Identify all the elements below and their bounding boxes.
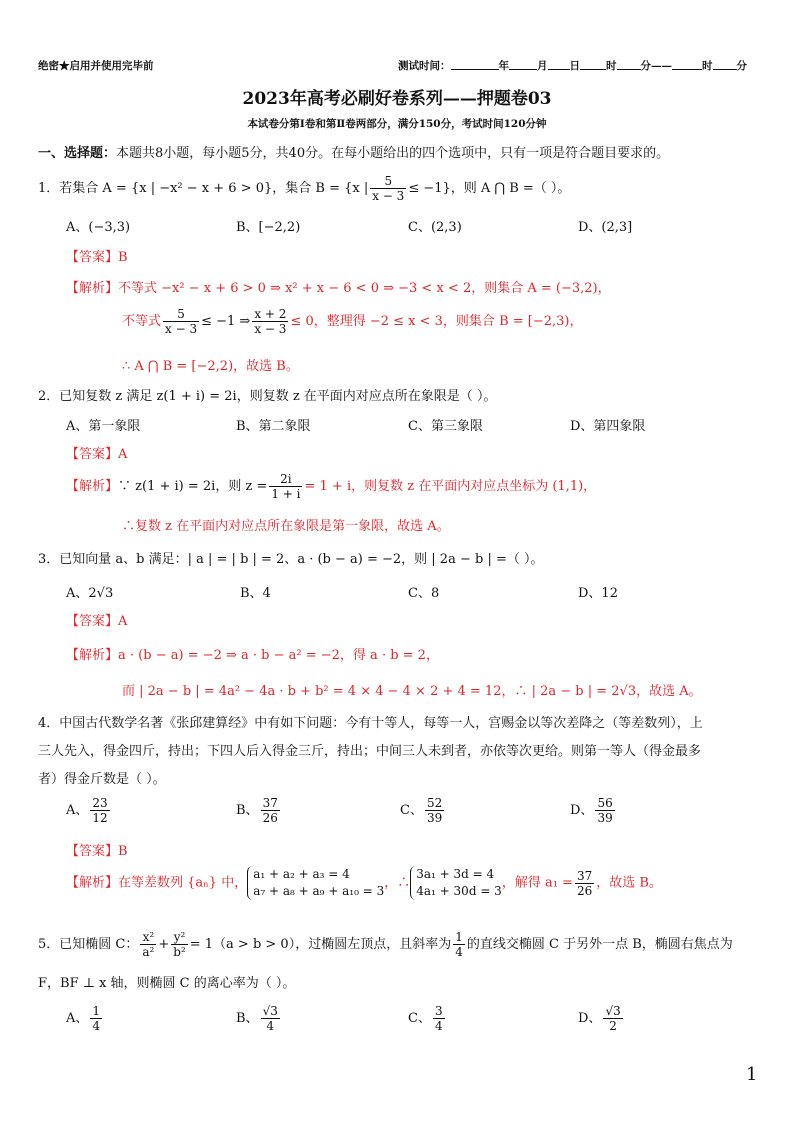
test-time-label: 测试时间： xyxy=(398,60,451,72)
q5-option-d-frac xyxy=(603,1004,622,1033)
q5-frac-slope-num: 1 xyxy=(455,930,463,944)
q4-step-frac-num: 37 xyxy=(576,868,593,883)
q5-option-c xyxy=(408,1004,447,1033)
hour-blank xyxy=(580,59,606,70)
q4-option-a xyxy=(66,796,112,825)
q4-option-c-den: 39 xyxy=(426,811,443,825)
q4-option-a-num: 23 xyxy=(92,796,108,810)
q5-stem-b: = 1（a > b > 0），过椭圆左顶点，且斜率为 xyxy=(189,937,452,952)
q2-step-2: ∴复数 z 在平面内对应点所在象限是第一象限，故选 A。 xyxy=(122,519,450,534)
section-heading xyxy=(38,142,669,161)
dash: —— xyxy=(651,60,672,72)
q1-step-1: 不等式 −x² − x + 6 > 0 ⇒ x² + x − 6 < 0 ⇒ −3 < x < 2，则集合 A = (−3,2)， xyxy=(118,281,611,296)
page-number: 1 xyxy=(746,1064,758,1085)
q5-stem-line-1 xyxy=(38,930,733,959)
q4-system-1 xyxy=(247,866,384,900)
q4-stem-line-1 xyxy=(38,712,703,731)
q4-system-2 xyxy=(410,866,502,900)
q4-option-d-den: 39 xyxy=(597,811,613,825)
q5-option-a-label: A、 xyxy=(66,1011,89,1026)
q2-option-a: A、第一象限 xyxy=(66,419,141,434)
q5-option-a-frac xyxy=(90,1004,102,1033)
q4-option-d-frac xyxy=(595,796,614,825)
q3-answer-value: A xyxy=(118,614,128,629)
q4-option-b-frac xyxy=(261,796,280,825)
confidential-label: 绝密★启用并使用完毕前 xyxy=(38,60,154,72)
q2-stem-text: 已知复数 z 满足 z(1 + i) = 2i，则复数 z 在平面内对应点所在象限是（ ）。 xyxy=(59,389,497,404)
q4-option-a-den: 12 xyxy=(92,811,108,825)
q5-option-a-den: 4 xyxy=(92,1019,101,1033)
q1-option-b: B、[−2,2) xyxy=(236,220,301,235)
q4-stem-1: 中国古代数学名著《张邱建算经》中有如下问题：今有十等人，每等一人，宫赐金以等次差降之（等差数列），上 xyxy=(59,716,703,731)
q5-frac-slope xyxy=(453,930,465,959)
q4-step-b: ，∴ xyxy=(384,875,411,891)
section-heading-text: 本题共8小题，每小题5分，共40分。在每小题给出的四个选项中，只有一项是符合题目要求的。 xyxy=(116,146,670,161)
hour2-blank xyxy=(672,59,702,70)
q5-stem-line-2: F，BF ⊥ x 轴，则椭圆 C 的离心率为（ ）。 xyxy=(38,976,296,991)
day-blank xyxy=(548,59,570,70)
q1-answer-value: B xyxy=(118,250,128,265)
q3-step-1: a · (b − a) = −2 ⇒ a · b − a² = −2，得 a · b = 2， xyxy=(118,648,439,663)
q5-frac-y-num: y² xyxy=(171,930,188,945)
minute-blank xyxy=(617,59,641,70)
q4-step-frac-den: 26 xyxy=(576,883,593,898)
q1-step-2a: 不等式 xyxy=(122,314,162,329)
q2-step-1b: = 1 + i，则复数 z 在平面内对应点坐标为 (1,1)， xyxy=(304,479,597,494)
q1-step-frac-2-num: x + 2 xyxy=(254,307,287,321)
year-label: 年 xyxy=(498,60,509,72)
q3-option-a: A、2√3 xyxy=(66,586,114,601)
q5-option-d xyxy=(578,1004,625,1033)
q1-frac-den: x − 3 xyxy=(372,189,405,203)
q5-option-a xyxy=(66,1004,104,1033)
q4-option-c-label: C、 xyxy=(400,803,423,818)
q1-step-2b: ≤ −1 ⇒ xyxy=(201,314,251,329)
test-time-line xyxy=(398,58,747,73)
q1-step-frac-1 xyxy=(163,307,199,336)
q4-option-b xyxy=(236,796,282,825)
q3-option-b: B、4 xyxy=(240,586,271,601)
q1-step-frac-1-den: x − 3 xyxy=(165,322,198,336)
q5-option-b-den: 4 xyxy=(266,1019,275,1033)
answer-label: 【答案】 xyxy=(66,447,119,462)
q3-number: 3． xyxy=(38,552,60,567)
q5-stem-c: 的直线交椭圆 C 于另外一点 B，椭圆右焦点为 xyxy=(466,937,733,952)
q3-option-c: C、8 xyxy=(408,586,440,601)
q4-option-b-label: B、 xyxy=(236,803,259,818)
q2-option-c: C、第三象限 xyxy=(408,419,483,434)
q2-step-frac xyxy=(269,472,302,501)
q4-option-d xyxy=(570,796,617,825)
q5-frac-y xyxy=(171,930,188,959)
q4-stem-line-3: 者）得金斤数是（ ）。 xyxy=(38,772,166,787)
q4-option-d-label: D、 xyxy=(570,803,594,818)
q2-step-frac-num: 2i xyxy=(269,472,302,487)
q5-option-b xyxy=(236,1004,282,1033)
year-blank xyxy=(451,59,499,70)
month-label: 月 xyxy=(537,60,548,72)
q5-option-b-frac xyxy=(261,1004,280,1033)
q4-step-d: ，故选 B。 xyxy=(596,875,662,891)
analysis-label: 【解析】 xyxy=(66,281,119,296)
q4-option-a-label: A、 xyxy=(66,803,89,818)
q1-analysis-2 xyxy=(122,307,582,336)
q4-system-2-line-1: 3a₁ + 3d = 4 xyxy=(416,867,495,881)
q5-plus: + xyxy=(158,937,170,952)
day-label: 日 xyxy=(569,60,580,72)
q4-option-c xyxy=(400,796,446,825)
q5-frac-x-num: x² xyxy=(140,930,156,945)
q2-analysis-1 xyxy=(66,472,596,501)
q4-option-c-num: 52 xyxy=(426,796,443,810)
q5-option-d-label: D、 xyxy=(578,1011,602,1026)
q1-answer xyxy=(66,246,128,265)
q3-option-d: D、12 xyxy=(578,586,618,601)
q1-number: 1． xyxy=(38,181,60,196)
q1-step-3: ∴ A ⋂ B = [−2,2)，故选 B。 xyxy=(122,359,299,374)
q3-answer xyxy=(66,610,127,629)
q1-option-a: A、(−3,3) xyxy=(66,220,131,235)
q2-option-d: D、第四象限 xyxy=(570,419,646,434)
q1-fraction xyxy=(370,174,406,203)
hour2-label: 时 xyxy=(702,60,713,72)
q5-frac-slope-den: 4 xyxy=(455,945,463,959)
q1-step-frac-2 xyxy=(252,307,288,336)
q1-step-2c: ≤ 0，整理得 −2 ≤ x < 3，则集合 B = [−2,3)， xyxy=(290,314,583,329)
analysis-label: 【解析】 xyxy=(66,648,119,663)
minute2-blank xyxy=(713,59,737,70)
q4-analysis-1 xyxy=(66,866,662,900)
minute-label: 分 xyxy=(640,60,651,72)
q4-step-frac xyxy=(575,869,594,898)
q5-option-d-den: 2 xyxy=(609,1019,617,1033)
q1-option-c: C、(2,3) xyxy=(408,220,462,235)
q1-option-d: D、(2,3] xyxy=(578,220,633,235)
q1-stem-a: 若集合 A = {x | −x² − x + 6 > 0}，集合 B = {x | xyxy=(59,181,369,196)
q1-step-frac-2-den: x − 3 xyxy=(254,322,287,336)
q5-option-b-num: √3 xyxy=(262,1004,278,1018)
q1-stem xyxy=(38,174,570,203)
q1-step-frac-1-num: 5 xyxy=(163,307,199,322)
section-heading-label: 一、选择题： xyxy=(38,146,117,161)
q4-step-c: ，解得 a₁ = xyxy=(501,875,573,891)
month-blank xyxy=(509,59,537,70)
q4-answer-value: B xyxy=(118,844,128,859)
analysis-label: 【解析】 xyxy=(66,875,119,891)
answer-label: 【答案】 xyxy=(66,250,119,265)
q4-system-2-line-2: 4a₁ + 30d = 3 xyxy=(416,884,502,898)
exam-subtitle: 本试卷分第Ⅰ卷和第Ⅱ卷两部分，满分150分，考试时间120分钟 xyxy=(247,118,547,130)
q2-stem xyxy=(38,385,496,404)
q2-number: 2． xyxy=(38,389,60,404)
q2-step-1a: ∵ z(1 + i) = 2i，则 z = xyxy=(118,479,268,494)
q1-frac-num: 5 xyxy=(370,174,406,189)
q5-option-c-frac xyxy=(433,1004,445,1033)
q4-option-a-frac xyxy=(90,796,109,825)
q4-system-1-line-1: a₁ + a₂ + a₃ = 4 xyxy=(253,867,350,881)
q4-option-d-num: 56 xyxy=(597,796,613,810)
q5-stem-a: 已知椭圆 C： xyxy=(59,937,139,952)
q4-option-b-num: 37 xyxy=(262,796,278,810)
q5-option-c-den: 4 xyxy=(434,1019,443,1033)
answer-label: 【答案】 xyxy=(66,614,119,629)
q3-stem-text: 已知向量 a、b 满足：| a | = | b | = 2、a · (b − a) = −2，则 | 2a − b | =（ ）。 xyxy=(59,552,544,567)
q2-option-b: B、第二象限 xyxy=(236,419,311,434)
q5-frac-y-den: b² xyxy=(173,945,186,959)
q1-stem-b: ≤ −1}，则 A ⋂ B =（ ）。 xyxy=(408,181,571,196)
minute2-label: 分 xyxy=(736,60,747,72)
q5-option-d-num: √3 xyxy=(605,1004,621,1018)
answer-label: 【答案】 xyxy=(66,844,119,859)
q4-stem-line-2: 三人先入，得金四斤，持出；下四人后入得金三斤，持出；中间三人未到者，亦依等次更给。则第一等人（得金最多 xyxy=(38,744,702,759)
analysis-label: 【解析】 xyxy=(66,479,119,494)
q5-option-a-num: 1 xyxy=(92,1004,101,1018)
q3-analysis-1 xyxy=(66,644,439,663)
q4-step-a: 在等差数列 {aₙ} 中， xyxy=(118,875,248,891)
q5-option-c-label: C、 xyxy=(408,1011,431,1026)
q5-option-b-label: B、 xyxy=(236,1011,259,1026)
q4-answer xyxy=(66,840,128,859)
q4-number: 4． xyxy=(38,716,60,731)
q2-answer-value: A xyxy=(118,447,128,462)
q2-answer xyxy=(66,443,127,462)
q3-step-2: 而 | 2a − b | = 4a² − 4a · b + b² = 4 × 4 − 4 × 2 + 4 = 12，∴ | 2a − b | = 2√3，故选 A。 xyxy=(122,684,702,699)
q5-frac-x xyxy=(140,930,156,959)
q5-frac-x-den: a² xyxy=(142,945,155,959)
q4-option-b-den: 26 xyxy=(262,811,278,825)
q4-option-c-frac xyxy=(425,796,444,825)
q5-number: 5． xyxy=(38,937,60,952)
q1-analysis-1 xyxy=(66,277,611,296)
q4-system-1-line-2: a₇ + a₈ + a₉ + a₁₀ = 3 xyxy=(253,884,385,898)
hour-label: 时 xyxy=(606,60,617,72)
q3-stem xyxy=(38,548,543,567)
q2-step-frac-den: 1 + i xyxy=(271,487,301,501)
q5-option-c-num: 3 xyxy=(434,1004,443,1018)
exam-title: 2023年高考必刷好卷系列——押题卷03 xyxy=(242,89,552,109)
